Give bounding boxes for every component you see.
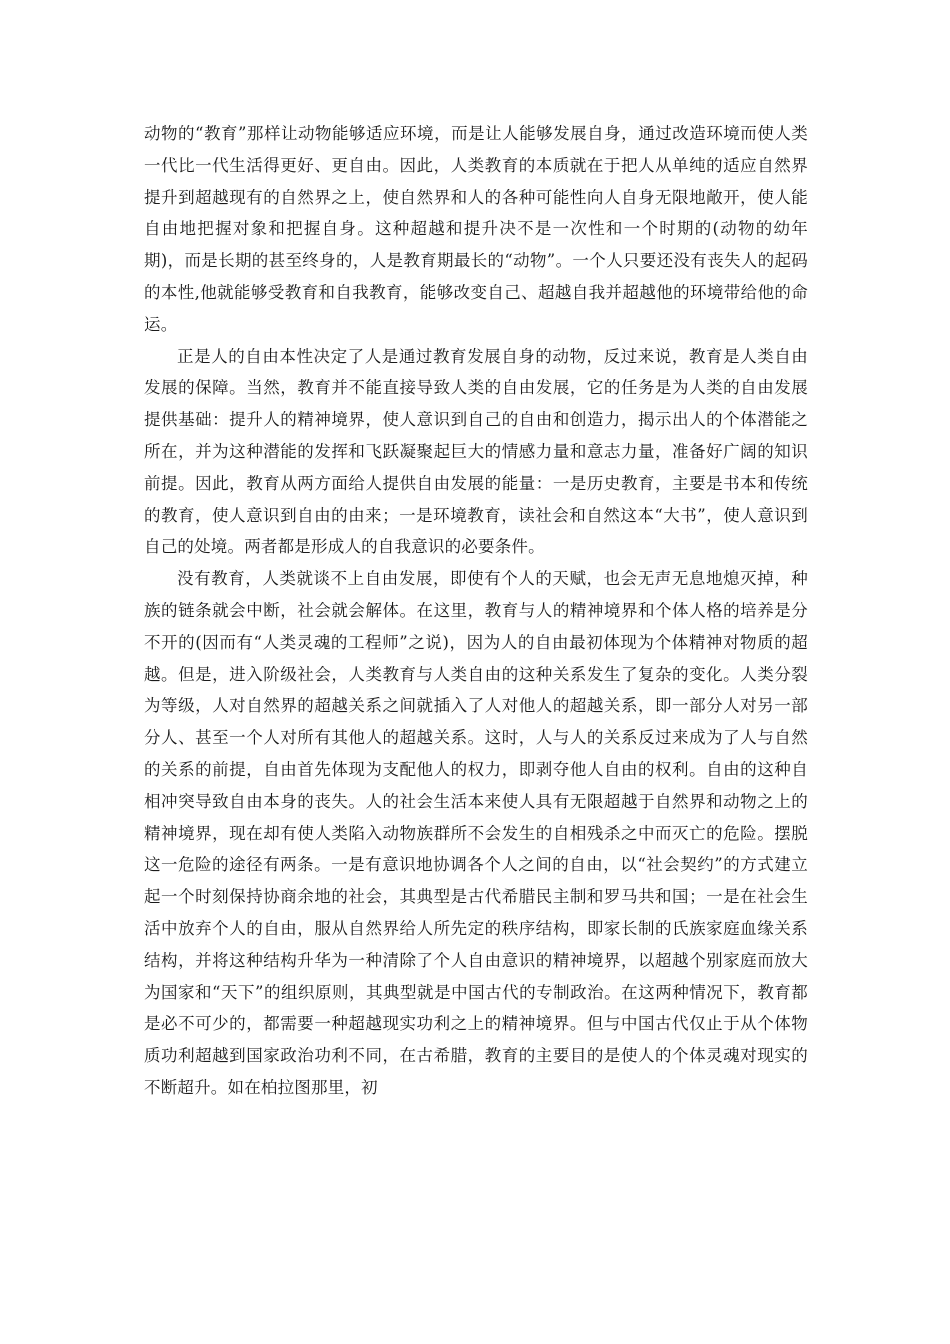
paragraph-1: 动物的“教育”那样让动物能够适应环境，而是让人能够发展自身，通过改造环境而使人类一代比一代生活得更好、更自由。因此，人类教育的本质就在于把人从单纯的适应自然界提升到超越现有的自然界之上，使自然界和人的各种可能性向人自身无限地敞开，使人能自由地把握对象和把握自身。这种超越和提升决不是一次性和一个时期的(动物的幼年期)，而是长期的甚至终身的，人是教育期最长的“动物”。一个人只要还没有丧失人的起码的本性,他就能够受教育和自我教育，能够改变自己、超越自我并超越他的环境带给他的命运。 — [144, 124, 808, 334]
paragraph-3: 没有教育，人类就谈不上自由发展，即使有个人的天赋，也会无声无息地熄灭掉，种族的链条就会中断，社会就会解体。在这里，教育与人的精神境界和个体人格的培养是分不开的(因而有“人类灵魂的工程师”之说)，因为人的自由最初体现为个体精神对物质的超越。但是，进入阶级社会，人类教育与人类自由的这种关系发生了复杂的变化。人类分裂为等级，人对自然界的超越关系之间就插入了人对他人的超越关系，即一部分人对另一部分人、甚至一个人对所有其他人的超越关系。这时，人与人的关系反过来成为了人与自然的关系的前提，自由首先体现为支配他人的权力，即剥夺他人自由的权利。自由的这种自相冲突导致自由本身的丧失。人的社会生活本来使人具有无限超越于自然界和动物之上的精神境界，现在却有使人类陷入动物族群所不会发生的自相残杀之中而灭亡的危险。摆脱这一危险的途径有两条。一是有意识地协调各个人之间的自由，以“社会契约”的方式建立起一个时刻保持协商余地的社会，其典型是古代希腊民主制和罗马共和国；一是在社会生活中放弃个人的自由，服从自然界给人所先定的秩序结构，即家长制的氏族家庭血缘关系结构，并将这种结构升华为一种清除了个人自由意识的精神境界，以超越个别家庭而放大为国家和“天下”的组织原则，其典型就是中国古代的专制政治。在这两种情况下，教育都是必不可少的，都需要一种超越现实功利之上的精神境界。但与中国古代仅止于从个体物质功利超越到国家政治功利不同，在古希腊，教育的主要目的是使人的个体灵魂对现实的不断超升。如在柏拉图那里，初 — [144, 569, 808, 1097]
document-page — [144, 118, 808, 1104]
paragraph-2: 正是人的自由本性决定了人是通过教育发展自身的动物，反过来说，教育是人类自由发展的保障。当然，教育并不能直接导致人类的自由发展，它的任务是为人类的自由发展提供基础：提升人的精神境界，使人意识到自己的自由和创造力，揭示出人的个体潜能之所在，并为这种潜能的发挥和飞跃凝聚起巨大的情感力量和意志力量，准备好广阔的知识前提。因此，教育从两方面给人提供自由发展的能量：一是历史教育，主要是书本和传统的教育，使人意识到自由的由来；一是环境教育，读社会和自然这本“大书”，使人意识到自己的处境。两者都是形成人的自我意识的必要条件。 — [144, 346, 808, 557]
